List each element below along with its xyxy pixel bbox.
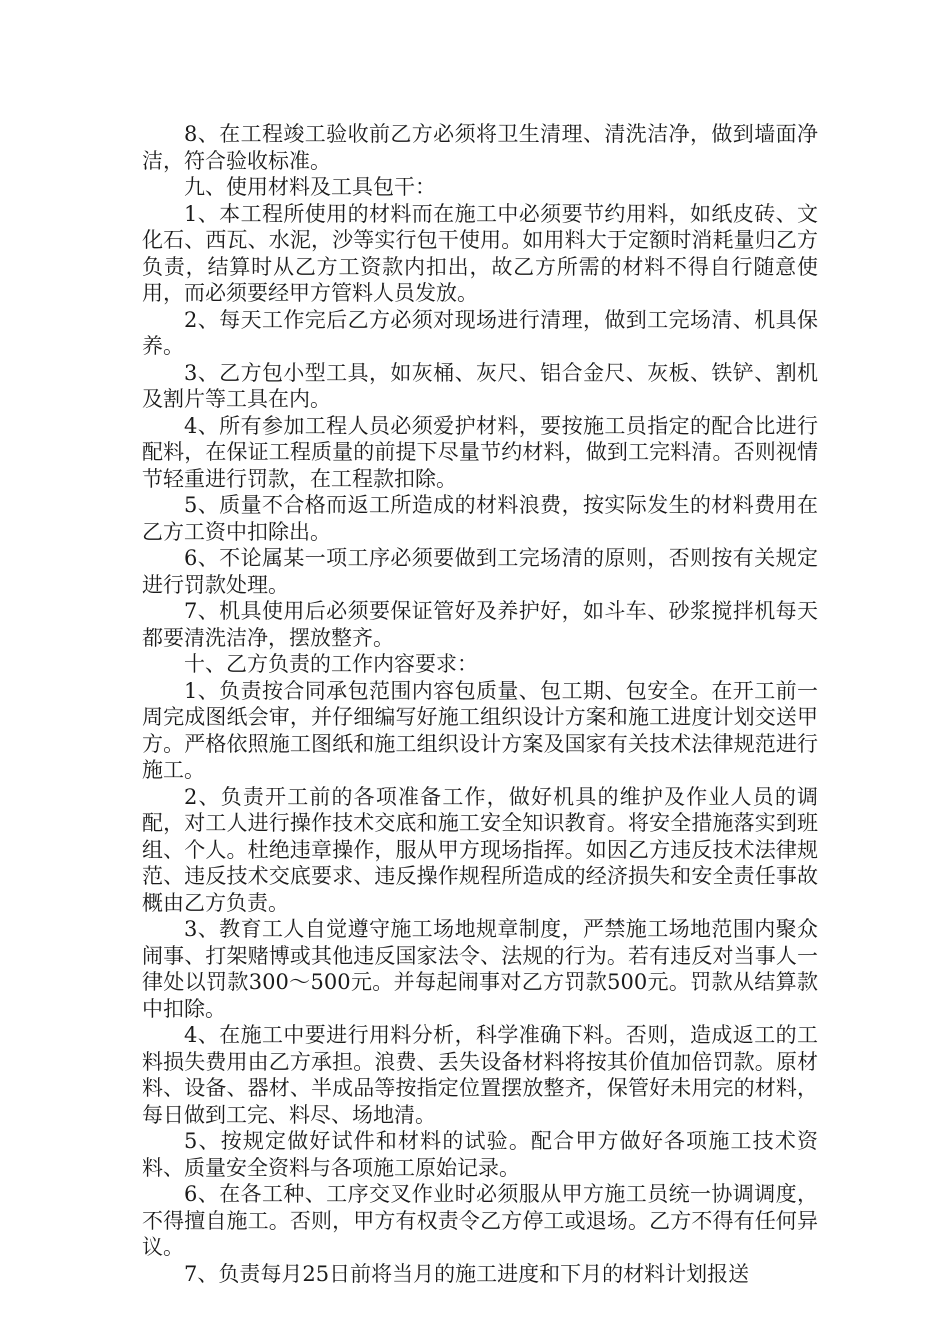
clause-9-6-cleanup-principle: 6、不论属某一项工序必须要做到工完场清的原则，否则按有关规定进行罚款处理。 <box>142 546 818 597</box>
clause-9-4-material-care: 4、所有参加工程人员必须爱护材料，要按施工员指定的配合比进行配料，在保证工程质量的前提下尽量节约材料，做到工完料清。否则视情节轻重进行罚款，在工程款扣除。 <box>142 413 818 491</box>
clause-10-1-contract-scope: 1、负责按合同承包范围内容包质量、包工期、包安全。在开工前一周完成图纸会审，并仔细编写好施工组织设计方案和施工进度计划交送甲方。严格依照施工图纸和施工组织设计方案及国家有关技术法律规范进行施工。 <box>142 678 818 782</box>
clause-10-7-monthly-report: 7、负责每月25日前将当月的施工进度和下月的材料计划报送 <box>184 1261 750 1286</box>
clause-9-7-equipment-care: 7、机具使用后必须要保证管好及养护好，如斗车、砂浆搅拌机每天都要清洗洁净，摆放整齐。 <box>142 599 818 650</box>
clause-8-cleaning: 8、在工程竣工验收前乙方必须将卫生清理、清洗洁净，做到墙面净洁，符合验收标准。 <box>142 122 818 173</box>
clause-10-5-testing-records: 5、按规定做好试件和材料的试验。配合甲方做好各项施工技术资料、质量安全资料与各项施工原始记录。 <box>142 1129 818 1180</box>
clause-9-3-small-tools: 3、乙方包小型工具，如灰桶、灰尺、铝合金尺、灰板、铁铲、割机及割片等工具在内。 <box>142 360 818 411</box>
section-9-heading: 九、使用材料及工具包干： <box>184 175 436 199</box>
clause-9-2-site-cleanup: 2、每天工作完后乙方必须对现场进行清理，做到工完场清、机具保养。 <box>142 307 818 358</box>
clause-10-4-material-analysis: 4、在施工中要进行用料分析，科学准确下料。否则，造成返工的工料损失费用由乙方承担。浪费、丢失设备材料将按其价值加倍罚款。原材料、设备、器材、半成品等按指定位置摆放整齐，保管好未用完的材料，每日做到工完、料尽、场地清。 <box>142 1023 818 1127</box>
clause-10-6-coordination: 6、在各工种、工序交叉作业时必须服从甲方施工员统一协调调度，不得擅自施工。否则，甲方有权责令乙方停工或退场。乙方不得有任何异议。 <box>142 1182 818 1259</box>
clause-10-2-preparation: 2、负责开工前的各项准备工作，做好机具的维护及作业人员的调配，对工人进行操作技术交底和施工安全知识教育。将安全措施落实到班组、个人。杜绝违章操作，服从甲方现场指挥。如因乙方违反技术法律规范、违反技术交底要求、违反操作规程所造成的经济损失和安全责任事故概由乙方负责。 <box>142 784 818 915</box>
section-10-heading: 十、乙方负责的工作内容要求： <box>184 652 478 676</box>
clause-9-1-materials: 1、本工程所使用的材料而在施工中必须要节约用料，如纸皮砖、文化石、西瓦、水泥，沙等实行包干使用。如用料大于定额时消耗量归乙方负责，结算时从乙方工资款内扣出，故乙方所需的材料不得自行随意使用，而必须要经甲方管料人员发放。 <box>142 201 818 305</box>
clause-10-3-worker-discipline: 3、教育工人自觉遵守施工场地规章制度，严禁施工场地范围内聚众闹事、打架赌博或其他违反国家法令、法规的行为。若有违反对当事人一律处以罚款300～500元。并每起闹事对乙方罚款500元。罚款从结算款中扣除。 <box>142 917 818 1021</box>
contract-body <box>142 121 818 1287</box>
clause-9-5-rework-waste: 5、质量不合格而返工所造成的材料浪费，按实际发生的材料费用在乙方工资中扣除出。 <box>142 493 818 544</box>
